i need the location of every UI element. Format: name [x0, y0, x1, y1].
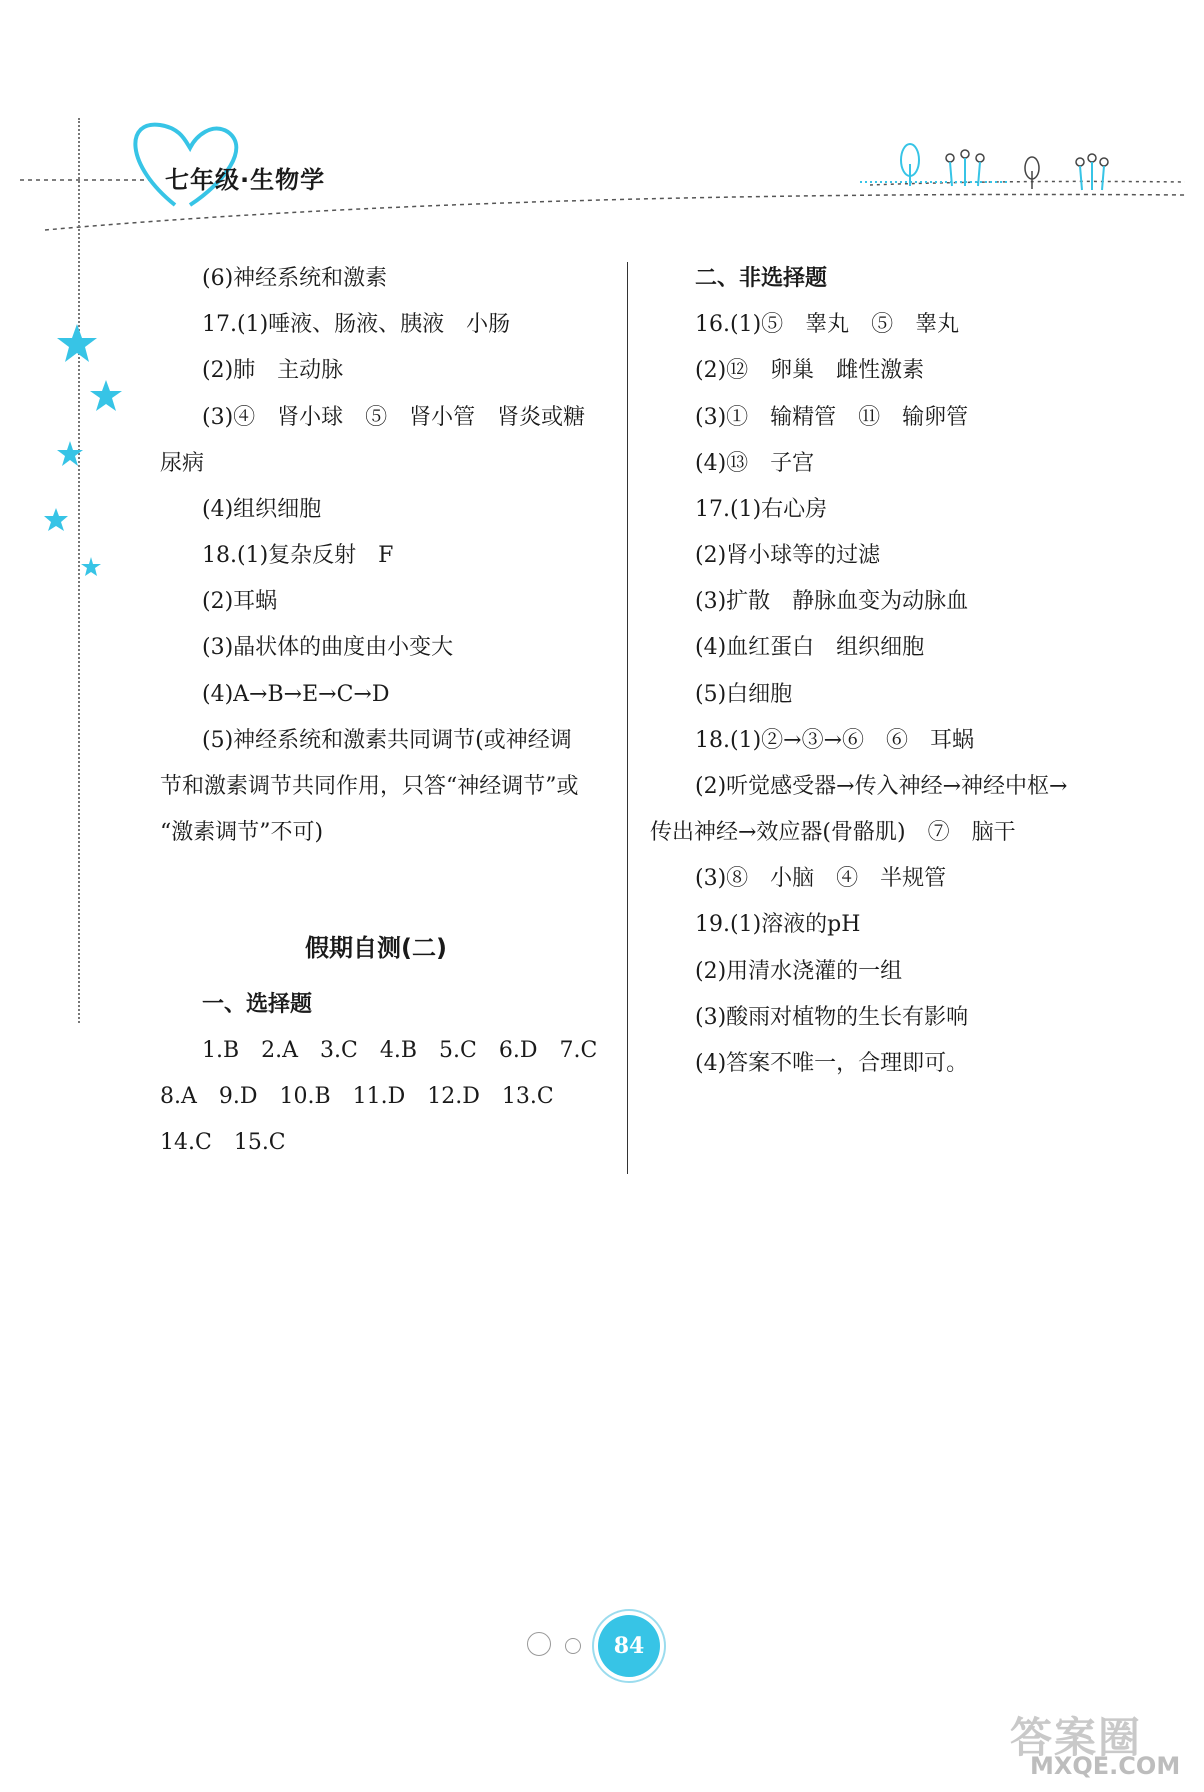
answer-line: 传出神经→效应器(骨骼肌) ⑦ 脑干 [650, 820, 1016, 845]
answer-line: 节和激素调节共同作用，只答“神经调节”或 [160, 774, 579, 799]
answer-line: (4)血红蛋白 组织细胞 [695, 635, 925, 660]
flowers-icon [940, 148, 990, 188]
answer-line: (4)组织细胞 [202, 497, 322, 522]
star-icon [56, 440, 84, 468]
section-title: 假期自测(二) [305, 934, 447, 962]
answer-line: (2)耳蜗 [202, 589, 278, 614]
answer-line: (6)神经系统和激素 [202, 266, 388, 291]
answer-line: (5)神经系统和激素共同调节(或神经调 [202, 728, 572, 753]
answer-line: (2)肺 主动脉 [202, 358, 344, 383]
answer-line: 16.(1)⑤ 睾丸 ⑤ 睾丸 [695, 312, 960, 337]
answer-line: “激素调节”不可) [160, 820, 324, 845]
watermark-logo: 答案圈 [1010, 1713, 1143, 1762]
star-icon [43, 507, 69, 533]
answer-line: 17.(1)唾液、肠液、胰液 小肠 [202, 312, 511, 337]
header-title: 七年级·生物学 [165, 166, 326, 194]
star-icon [88, 378, 124, 414]
answer-line: (2)听觉感受器→传入神经→神经中枢→ [695, 774, 1068, 799]
star-icon [55, 322, 99, 366]
answer-line: (4)答案不唯一，合理即可。 [695, 1051, 969, 1076]
answer-line: 19.(1)溶液的pH [695, 912, 861, 937]
tree-icon [895, 142, 925, 187]
answer-line: 17.(1)右心房 [695, 497, 828, 522]
answer-line: (2)用清水浇灌的一组 [695, 959, 903, 984]
answer-line: 18.(1)复杂反射 F [202, 543, 394, 568]
answer-line: (3)⑧ 小脑 ④ 半规管 [695, 866, 947, 891]
answer-line: (3)酸雨对植物的生长有影响 [695, 1005, 969, 1030]
column-divider [627, 262, 628, 1174]
answer-line: 尿病 [160, 451, 205, 476]
nonchoice-heading: 二、非选择题 [695, 266, 828, 291]
answer-line: (4)A→B→E→C→D [202, 682, 390, 707]
choice-answers: 8.A 9.D 10.B 11.D 12.D 13.C [160, 1084, 554, 1109]
answer-line: (3)扩散 静脉血变为动脉血 [695, 589, 969, 614]
watermark-url: MXQE.COM [1030, 1752, 1181, 1780]
answer-line: (3)晶状体的曲度由小变大 [202, 635, 454, 660]
answer-line: (2)⑫ 卵巢 雌性激素 [695, 358, 925, 383]
choice-heading: 一、选择题 [202, 992, 313, 1017]
answer-line: (4)⑬ 子宫 [695, 451, 815, 476]
answer-line: 18.(1)②→③→⑥ ⑥ 耳蜗 [695, 728, 975, 753]
star-icon [80, 556, 102, 578]
decor-circle [527, 1632, 551, 1656]
tree-icon [1020, 155, 1045, 190]
decor-circle [565, 1638, 581, 1654]
answer-line: (2)肾小球等的过滤 [695, 543, 881, 568]
flowers-icon [1070, 152, 1115, 192]
page-number: 84 [598, 1615, 660, 1677]
choice-answers: 14.C 15.C [160, 1130, 286, 1155]
answer-line: (3)① 输精管 ⑪ 输卵管 [695, 405, 969, 430]
answer-line: (5)白细胞 [695, 682, 793, 707]
answer-line: (3)④ 肾小球 ⑤ 肾小管 肾炎或糖 [202, 405, 586, 430]
choice-answers: 1.B 2.A 3.C 4.B 5.C 6.D 7.C [202, 1038, 598, 1063]
